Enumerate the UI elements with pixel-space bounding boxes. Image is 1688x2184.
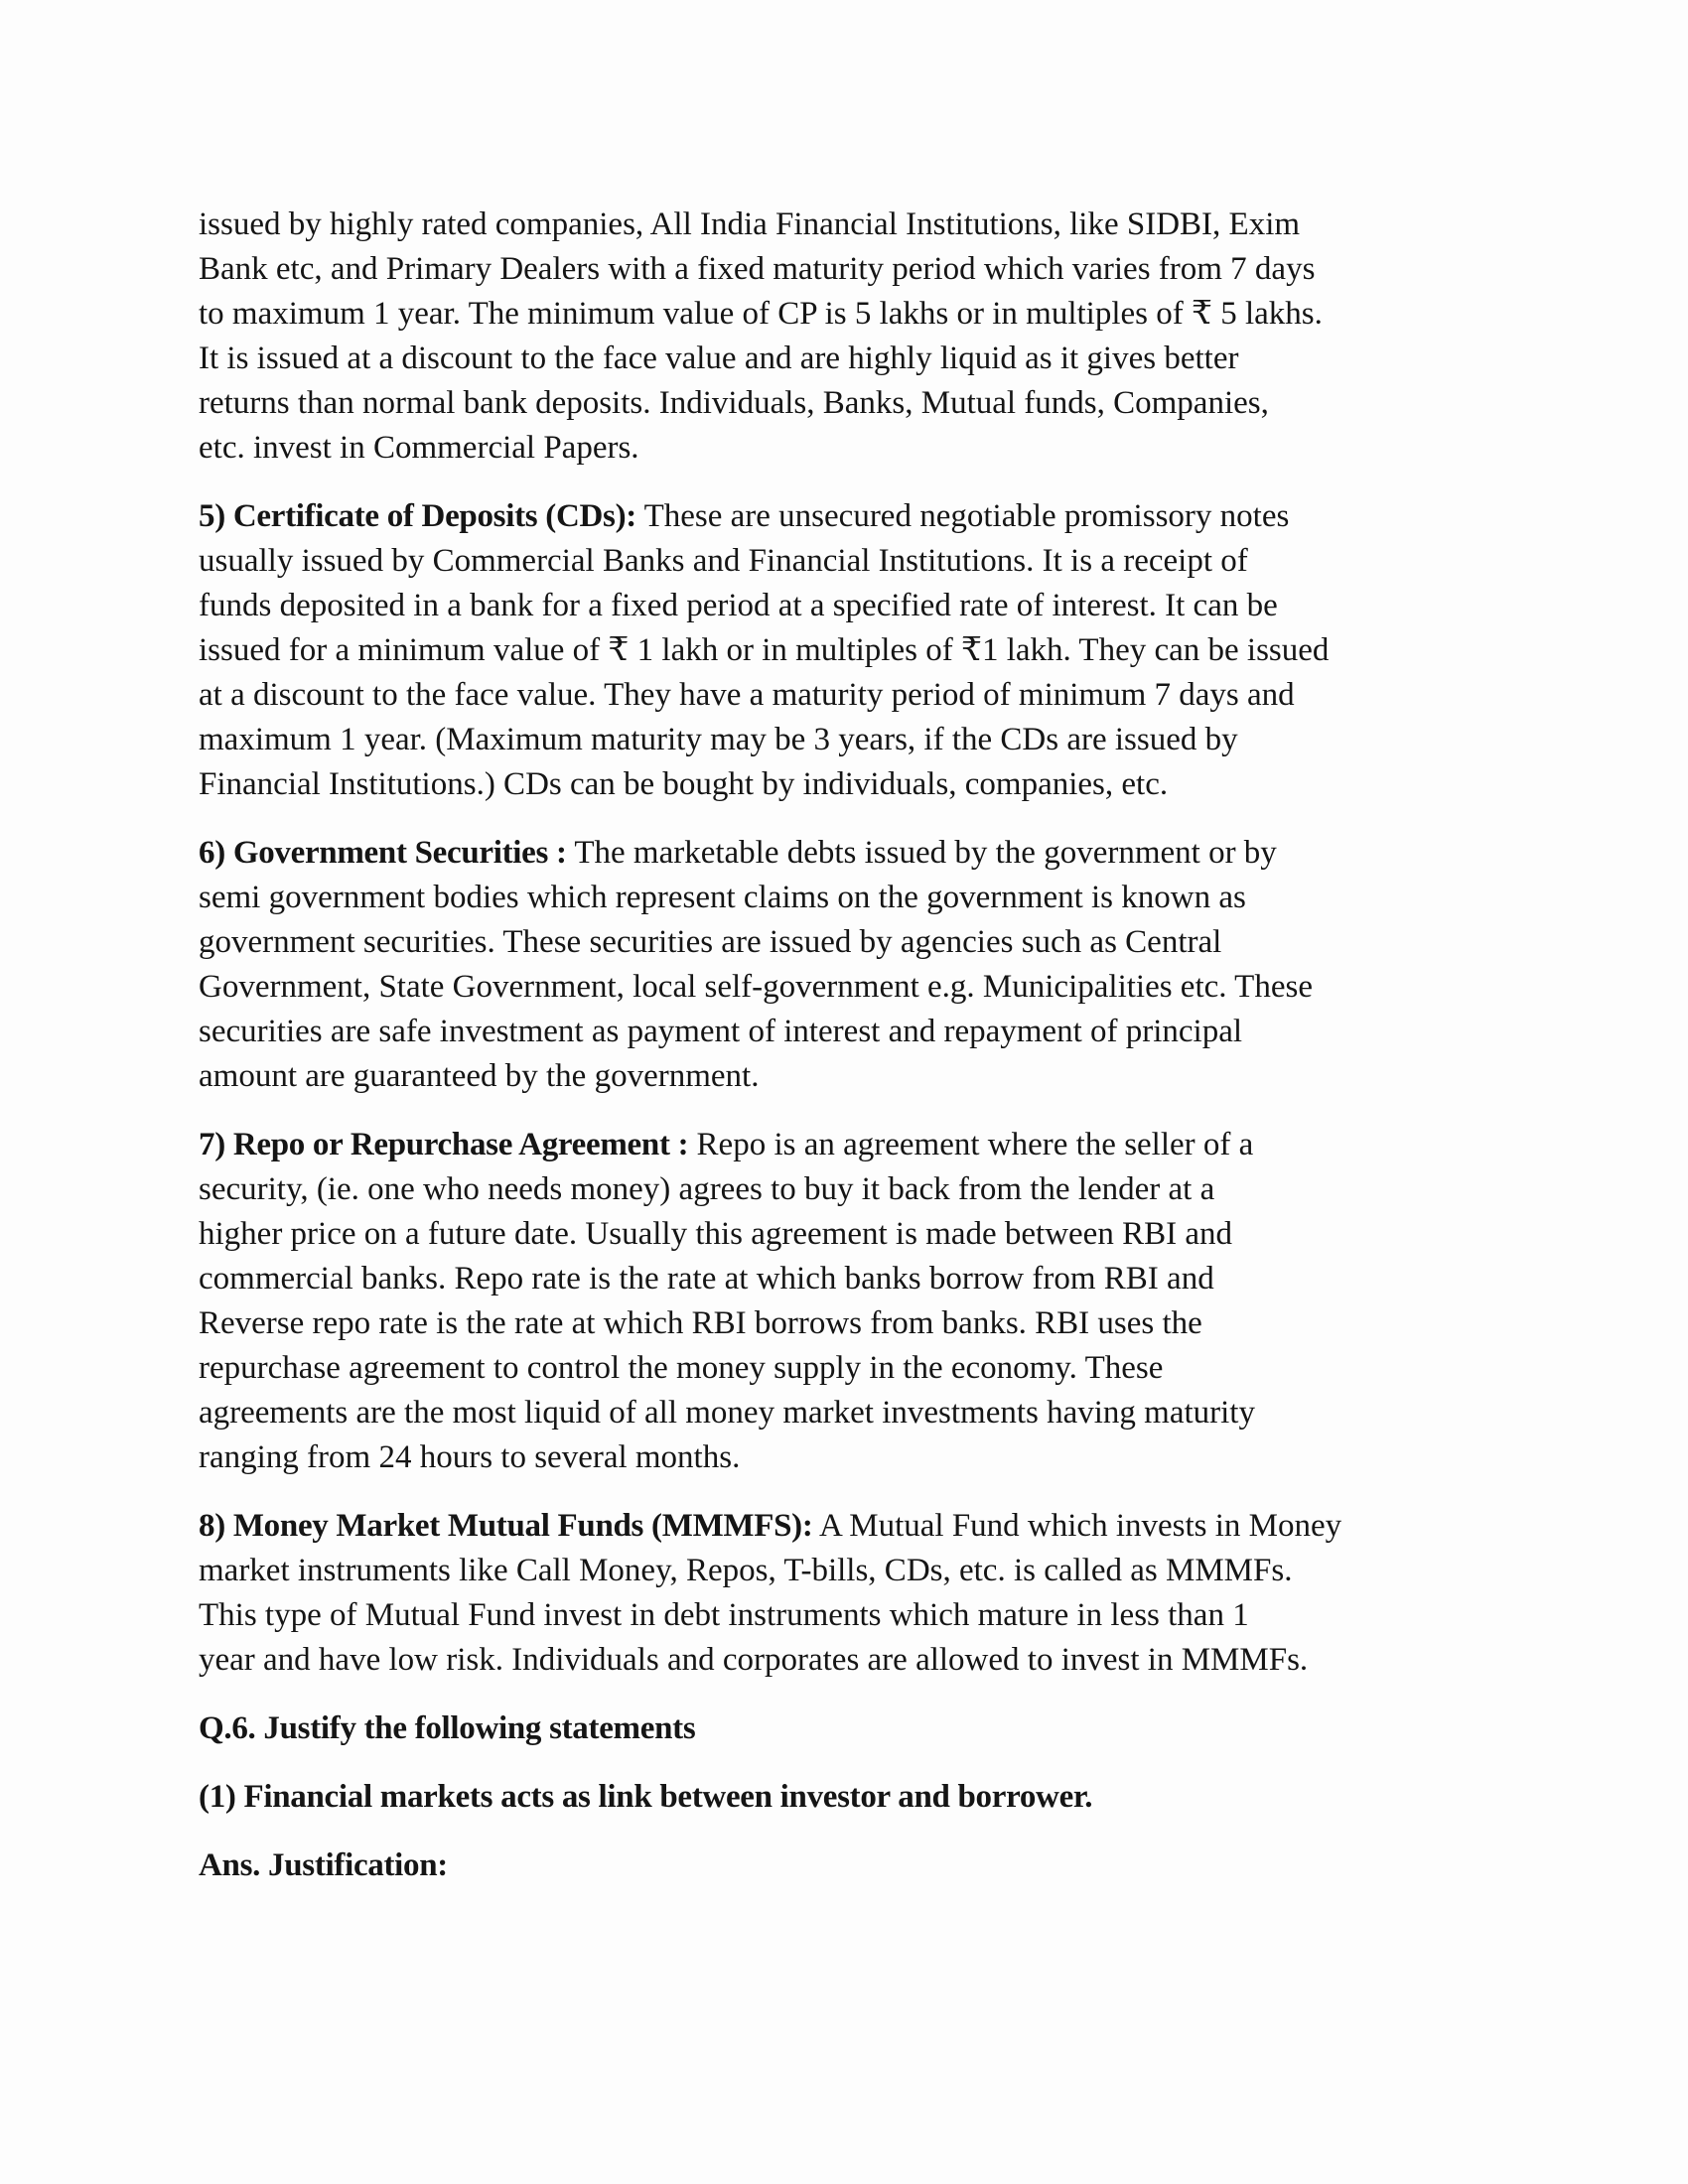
paragraph-certificate-of-deposits xyxy=(199,494,1465,807)
text-line: 6) Government Securities : The marketable debts issued by the government or by xyxy=(199,835,1277,871)
text-line: issued for a minimum value of ₹ 1 lakh or in multiples of ₹1 lakh. They can be issued xyxy=(199,632,1330,668)
text-line: maximum 1 year. (Maximum maturity may be 3 years, if the CDs are issued by xyxy=(199,722,1238,757)
text-line: at a discount to the face value. They have a maturity period of minimum 7 days and xyxy=(199,677,1295,713)
text-line: 7) Repo or Repurchase Agreement : Repo is an agreement where the seller of a xyxy=(199,1127,1254,1162)
paragraph-money-market-mutual-funds-bold-lead: 8) Money Market Mutual Funds (MMMFS): xyxy=(199,1508,813,1544)
heading-answer-justification-text: Ans. Justification: xyxy=(199,1847,448,1883)
text-line: security, (ie. one who needs money) agrees to buy it back from the lender at a xyxy=(199,1171,1215,1207)
heading-answer-justification xyxy=(199,1843,1465,1888)
text-line: 8) Money Market Mutual Funds (MMMFS): A Mutual Fund which invests in Money xyxy=(199,1508,1342,1544)
paragraph-repo-agreement-bold-lead: 7) Repo or Repurchase Agreement : xyxy=(199,1127,689,1162)
text-line: It is issued at a discount to the face value and are highly liquid as it gives better xyxy=(199,341,1239,376)
text-line: returns than normal bank deposits. Individuals, Banks, Mutual funds, Companies, xyxy=(199,385,1269,421)
text-line: 5) Certificate of Deposits (CDs): These are unsecured negotiable promissory notes xyxy=(199,498,1290,534)
heading-question-6-text: Q.6. Justify the following statements xyxy=(199,1710,696,1746)
text-line: higher price on a future date. Usually this agreement is made between RBI and xyxy=(199,1216,1232,1252)
text-line: to maximum 1 year. The minimum value of CP is 5 lakhs or in multiples of ₹ 5 lakhs. xyxy=(199,296,1323,332)
text-line: Bank etc, and Primary Dealers with a fixed maturity period which varies from 7 days xyxy=(199,251,1316,287)
text-line: Financial Institutions.) CDs can be bought by individuals, companies, etc. xyxy=(199,766,1169,802)
text-line: government securities. These securities are issued by agencies such as Central xyxy=(199,924,1222,960)
heading-statement-1 xyxy=(199,1775,1465,1820)
text-line: commercial banks. Repo rate is the rate at which banks borrow from RBI and xyxy=(199,1261,1214,1297)
text-line: year and have low risk. Individuals and corporates are allowed to invest in MMMFs. xyxy=(199,1642,1309,1678)
text-line: Reverse repo rate is the rate at which RBI borrows from banks. RBI uses the xyxy=(199,1305,1202,1341)
text-line: semi government bodies which represent claims on the government is known as xyxy=(199,880,1246,915)
text-line: ranging from 24 hours to several months. xyxy=(199,1439,741,1475)
text-line: amount are guaranteed by the government. xyxy=(199,1058,760,1094)
text-line: This type of Mutual Fund invest in debt instruments which mature in less than 1 xyxy=(199,1597,1249,1633)
heading-question-6 xyxy=(199,1706,1465,1751)
heading-statement-1-text: (1) Financial markets acts as link between investor and borrower. xyxy=(199,1779,1093,1815)
text-line: usually issued by Commercial Banks and Financial Institutions. It is a receipt of xyxy=(199,543,1248,579)
text-line: securities are safe investment as payment of interest and repayment of principal xyxy=(199,1014,1243,1049)
paragraph-money-market-mutual-funds xyxy=(199,1504,1465,1683)
text-line: Government, State Government, local self-government e.g. Municipalities etc. These xyxy=(199,969,1313,1005)
paragraph-government-securities xyxy=(199,831,1465,1099)
paragraph-certificate-of-deposits-bold-lead: 5) Certificate of Deposits (CDs): xyxy=(199,498,636,534)
paragraph-government-securities-bold-lead: 6) Government Securities : xyxy=(199,835,567,871)
text-line: repurchase agreement to control the money supply in the economy. These xyxy=(199,1350,1164,1386)
text-line: funds deposited in a bank for a fixed period at a specified rate of interest. It can be xyxy=(199,588,1278,623)
text-line: market instruments like Call Money, Repos, T-bills, CDs, etc. is called as MMMFs. xyxy=(199,1553,1293,1588)
paragraph-repo-agreement xyxy=(199,1123,1465,1480)
text-line: agreements are the most liquid of all money market investments having maturity xyxy=(199,1395,1255,1431)
text-line: etc. invest in Commercial Papers. xyxy=(199,430,639,466)
document-content xyxy=(199,203,1465,1888)
text-line: issued by highly rated companies, All India Financial Institutions, like SIDBI, Exim xyxy=(199,206,1301,242)
paragraph-commercial-paper-continuation xyxy=(199,203,1465,471)
